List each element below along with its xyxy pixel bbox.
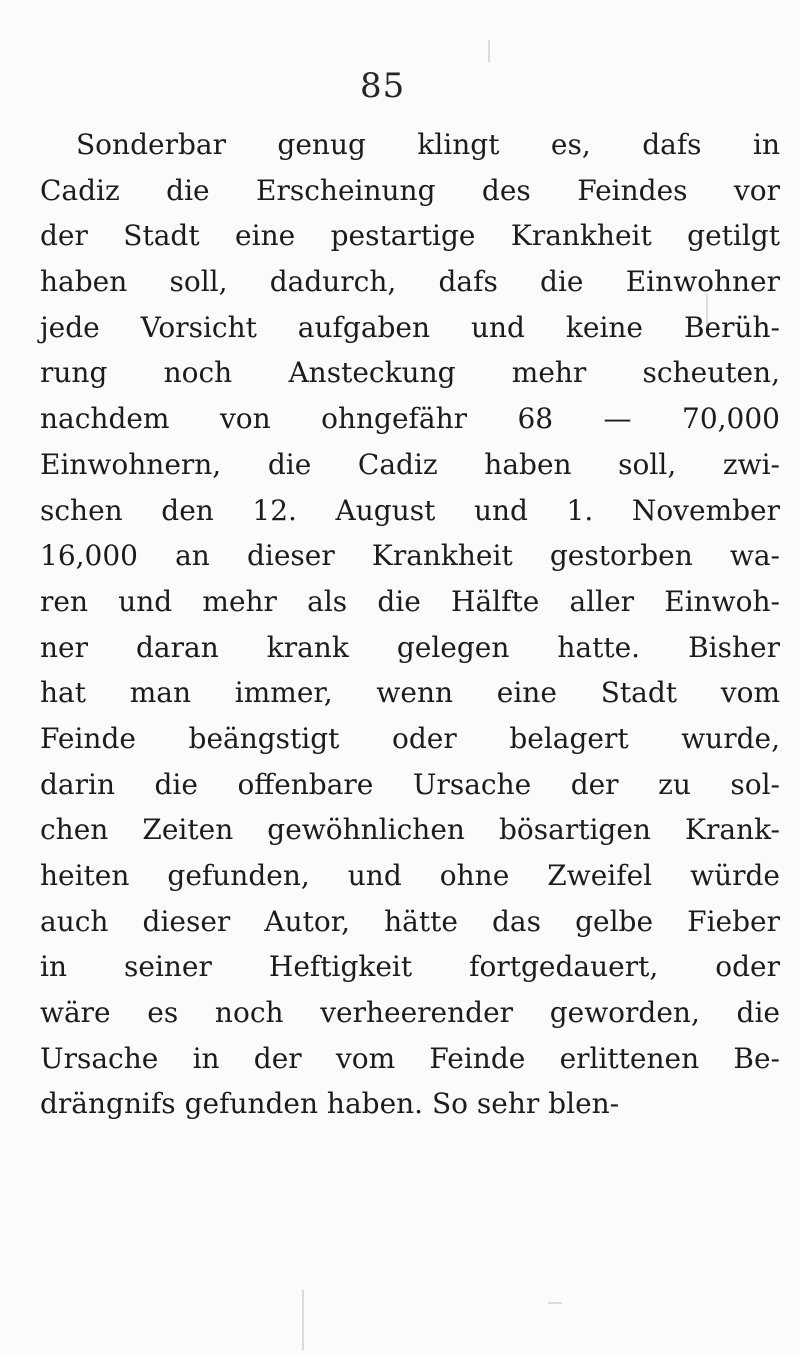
text-line: hat man immer, wenn eine Stadt vom bbox=[40, 676, 780, 710]
text-line: jede Vorsicht aufgaben und keine Berüh- bbox=[40, 310, 780, 344]
body-text bbox=[40, 122, 780, 1127]
text-line: Sonderbar genug klingt es, dafs in bbox=[76, 128, 780, 161]
text-line: nachdem von ohngefähr 68 — 70,000 bbox=[40, 402, 780, 436]
text-line: Feinde beängstigt oder belagert wurde, bbox=[40, 721, 780, 755]
text-line: drängnifs gefunden haben. So sehr blen- bbox=[40, 1087, 620, 1121]
text-line: Einwohnern, die Cadiz haben soll, zwi- bbox=[40, 447, 780, 481]
scan-mark bbox=[488, 40, 490, 62]
text-line: haben soll, dadurch, dafs die Einwohner bbox=[40, 265, 780, 299]
scan-mark bbox=[548, 1302, 562, 1304]
text-line: ren und mehr als die Hälfte aller Einwoh- bbox=[40, 584, 780, 618]
text-line: schen den 12. August und 1. November bbox=[40, 493, 780, 527]
text-line: chen Zeiten gewöhnlichen bösartigen Krank- bbox=[40, 813, 780, 847]
text-line: ner daran krank gelegen hatte. Bisher bbox=[40, 630, 780, 664]
text-line: rung noch Ansteckung mehr scheuten, bbox=[40, 356, 780, 390]
scan-mark bbox=[302, 1290, 304, 1350]
text-line: heiten gefunden, und ohne Zweifel würde bbox=[40, 859, 780, 892]
text-line: Ursache in der vom Feinde erlittenen Be- bbox=[40, 1041, 780, 1075]
scan-mark bbox=[706, 294, 708, 328]
text-line: darin die offenbare Ursache der zu sol- bbox=[40, 767, 780, 801]
text-line: auch dieser Autor, hätte das gelbe Fieber bbox=[40, 904, 780, 938]
text-line: in seiner Heftigkeit fortgedauert, oder bbox=[40, 950, 780, 984]
page-number: 85 bbox=[360, 66, 406, 106]
text-line: wäre es noch verheerender geworden, die bbox=[40, 996, 780, 1030]
text-line: der Stadt eine pestartige Krankheit getilgt bbox=[40, 219, 780, 253]
text-line: 16,000 an dieser Krankheit gestorben wa- bbox=[40, 539, 780, 573]
text-line: Cadiz die Erscheinung des Feindes vor bbox=[40, 173, 780, 207]
